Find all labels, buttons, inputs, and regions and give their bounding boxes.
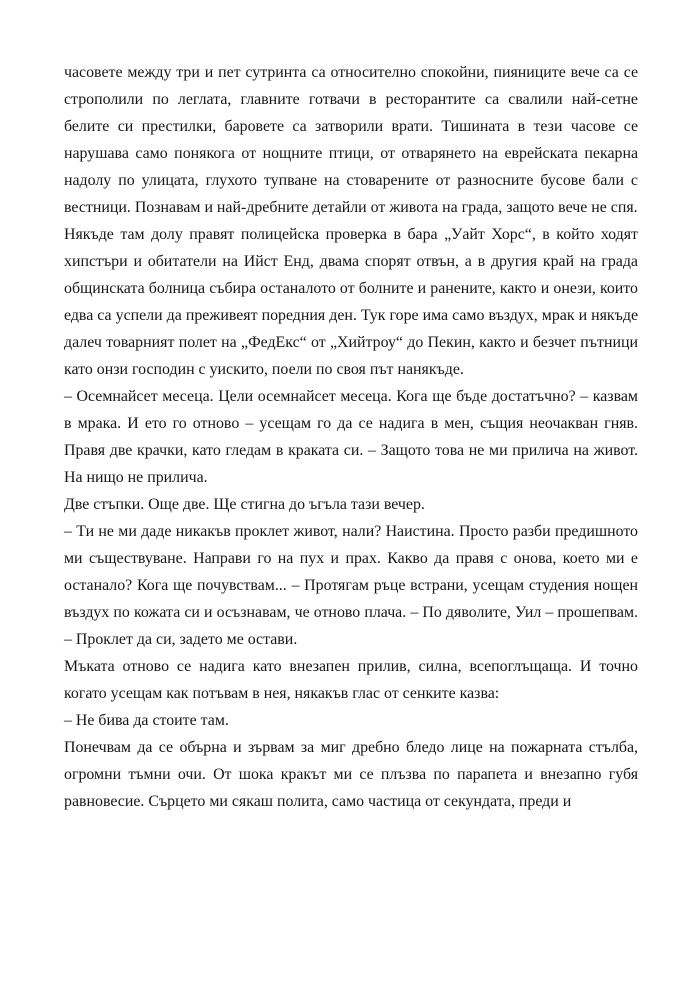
paragraph-3: – Осемнайсет месеца. Цели осемнайсет месеца. Кога ще бъде достатъчно? – казвам в мрака. И ето го отново – усещам го да се надига в мен, същия неочакван гняв. Правя две крачки, като гледам в краката си. – Защото това не ми прилича на живот. На нищо не прилича. (64, 388, 638, 486)
document-body (64, 59, 638, 815)
paragraph-6: Мъката отново се надига като внезапен прилив, силна, всепоглъщаща. И точно когато усещам как потъвам в нея, някакъв глас от сенките казва: (64, 658, 638, 702)
paragraph-8: Понечвам да се обърна и зървам за миг дребно бледо лице на пожарната стълба, огромни тъмни очи. От шока кракът ми се плъзва по парапета и внезапно губя равновесие. Сърцето ми сякаш полита, само частица от секундата, преди и (64, 739, 638, 810)
paragraph-2: Някъде там долу правят полицейска проверка в бара „Уайт Хорс“, в който ходят хипстъри и обитатели на Ийст Енд, двама спорят отвън, а в другия край на града общинската болница събира останалото от болните и ранените, както и онези, които едва са успели да преживеят поредния ден. Тук горе има само въздух, мрак и някъде далеч товарният полет на „ФедЕкс“ от „Хийтроу“ до Пекин, както и безчет пътници като онзи господин с уискито, поели по своя път нанякъде. (64, 226, 638, 378)
paragraph-1: часовете между три и пет сутринта са относително спокойни, пияниците вече са се строполили по леглата, главните готвачи в ресторантите са свалили най-сетне белите си престилки, баровете са затворили врати. Тишината в тези часове се нарушава само понякога от нощните птици, от отварянето на еврейската пекарна надолу по улицата, глухото тупване на стоварените от разносните бусове бали с вестници. Познавам и най-дребните детайли от живота на града, защото вече не спя. (64, 64, 638, 216)
paragraph-5: – Ти не ми даде никакъв проклет живот, нали? Наистина. Просто разби предишното ми съществуване. Направи го на пух и прах. Какво да правя с онова, което ми е останало? Кога ще почувствам... – Протягам ръце встрани, усещам студения нощен въздух по кожата си и осъзнавам, че отново плача. – По дяволите, Уил – прошепвам. – Проклет да си, задето ме остави. (64, 523, 638, 648)
paragraph-7: – Не бива да стоите там. (64, 712, 229, 729)
paragraph-4: Две стъпки. Още две. Ще стигна до ъгъла тази вечер. (64, 496, 425, 513)
